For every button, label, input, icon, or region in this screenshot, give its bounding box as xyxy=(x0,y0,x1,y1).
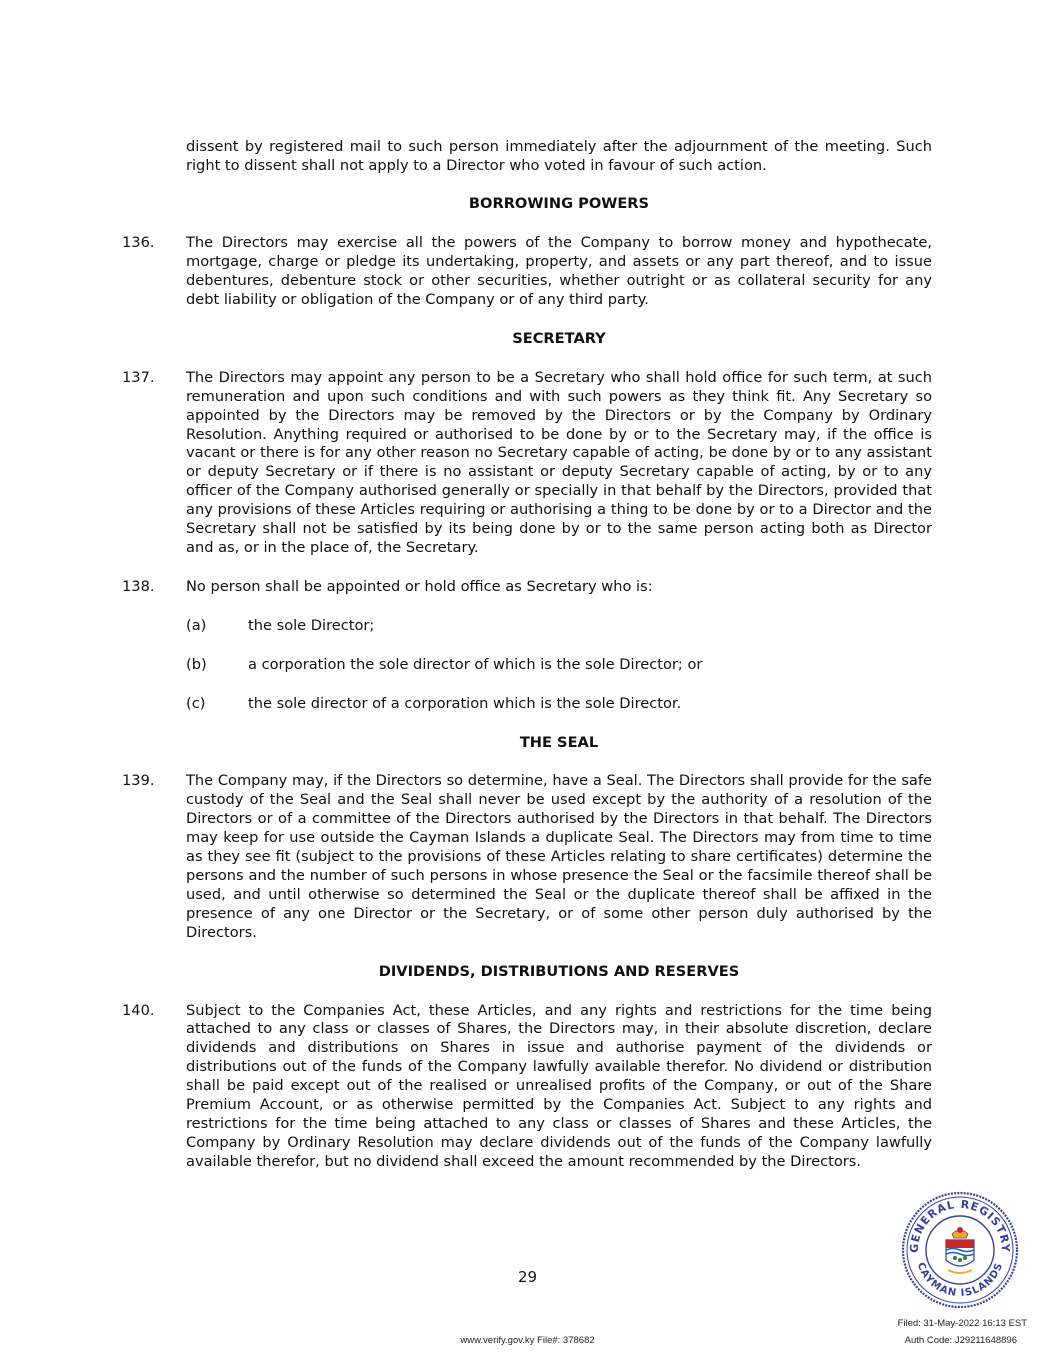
sub-item-label: (b) xyxy=(186,655,207,673)
sub-item-text: the sole director of a corporation which is the sole Director. xyxy=(248,694,682,712)
clause-number: 140. xyxy=(122,1001,155,1019)
seal-bottom-text: CAYMAN ISLANDS xyxy=(914,1261,1006,1300)
clause-number: 138. xyxy=(122,577,155,595)
sub-item-text: a corporation the sole director of which is the sole Director; or xyxy=(248,655,703,673)
heading-borrowing-powers: BORROWING POWERS xyxy=(468,195,650,213)
sub-item-text: the sole Director; xyxy=(248,616,375,634)
sub-item-a xyxy=(186,617,932,636)
sub-item-label: (a) xyxy=(186,616,207,634)
clause-137 xyxy=(122,369,932,558)
clause-text: The Directors may appoint any person to be a Secretary who shall hold office for such term, at such remuneration and upon such conditions and with such powers as they think fit. Any Secretary so appointed by the Directors may be removed by the Directors or by the Company by Ordinary Resolution. Anything required or authorised to be done by or to the Secretary may, if the office is vacant or there is for any other reason no Secretary capable of acting, be done by or to any assistant or deputy Secretary or if there is no assistant or deputy Secretary capable of acting, by or to any officer of the Company authorised generally or specially in that behalf by the Directors, provided that any provisions of these Articles requiring or authorising a thing to be done by or to a Director and the Secretary shall not be satisfied by its being done by or to the same person acting both as Director and as, or in the place of, the Secretary. xyxy=(186,368,932,556)
clause-number: 139. xyxy=(122,772,155,790)
heading-dividends: DIVIDENDS, DISTRIBUTIONS AND RESERVES xyxy=(378,962,740,980)
clause-text: No person shall be appointed or hold office as Secretary who is: xyxy=(186,577,653,595)
document-body xyxy=(122,123,932,1172)
lead-in-paragraph: dissent by registered mail to such person immediately after the adjournment of the meeting. Such right to dissent shall not apply to a Director who voted in favour of such action. xyxy=(186,137,932,174)
auth-code: Auth Code: J29211648896 xyxy=(904,1335,1017,1346)
clause-138 xyxy=(122,578,932,597)
seal-top-text: GENERAL REGISTRY xyxy=(907,1197,1013,1254)
general-registry-seal-icon xyxy=(900,1190,1020,1310)
clause-number: 137. xyxy=(122,368,155,386)
page-number: 29 xyxy=(517,1268,538,1286)
sub-item-c xyxy=(186,695,932,714)
sub-item-label: (c) xyxy=(186,694,206,712)
clause-text: The Directors may exercise all the powers of the Company to borrow money and hypothecate, mortgage, charge or pledge its undertaking, property, and assets or any part thereof, and to issue debentures, debenture stock or other securities, whether outright or as collateral security for any debt liability or obligation of the Company or of any third party. xyxy=(186,234,932,309)
verify-url-file-number: www.verify.gov.ky File#: 378682 xyxy=(460,1335,595,1346)
clause-136 xyxy=(122,234,932,310)
clause-139 xyxy=(122,772,932,942)
clause-140 xyxy=(122,1002,932,1172)
clause-text: The Company may, if the Directors so determine, have a Seal. The Directors shall provide for the safe custody of the Seal and the Seal shall never be used except by the authority of a resolution of the Directors or of a committee of the Directors authorised by the Directors in that behalf. The Directors may keep for use outside the Cayman Islands a duplicate Seal. The Directors may from time to time as they see fit (subject to the provisions of these Articles relating to share certificates) determine the persons and the number of such persons in whose presence the Seal or the facsimile thereof shall be used, and until otherwise so determined the Seal or the duplicate thereof shall be affixed in the presence of any one Director or the Secretary, or of some other person duly authorised by the Directors. xyxy=(186,772,932,941)
heading-the-seal: THE SEAL xyxy=(519,733,599,751)
sub-item-b xyxy=(186,656,932,675)
heading-secretary: SECRETARY xyxy=(512,329,606,347)
clause-number: 136. xyxy=(122,234,155,252)
filed-timestamp: Filed: 31-May-2022 16:13 EST xyxy=(897,1318,1027,1329)
clause-text: Subject to the Companies Act, these Articles, and any rights and restrictions for the time being attached to any class or classes of Shares, the Directors may, in their absolute discretion, declare dividends and distributions on Shares in issue and authorise payment of the dividends or distributions out of the funds of the Company lawfully available therefor. No dividend or distribution shall be paid except out of the realised or unrealised profits of the Company, or out of the Share Premium Account, or as otherwise permitted by the Companies Act. Subject to any rights and restrictions for the time being attached to any class or classes of Shares and these Articles, the Company by Ordinary Resolution may declare dividends out of the funds of the Company lawfully available therefor, but no dividend shall exceed the amount recommended by the Directors. xyxy=(186,1001,932,1170)
